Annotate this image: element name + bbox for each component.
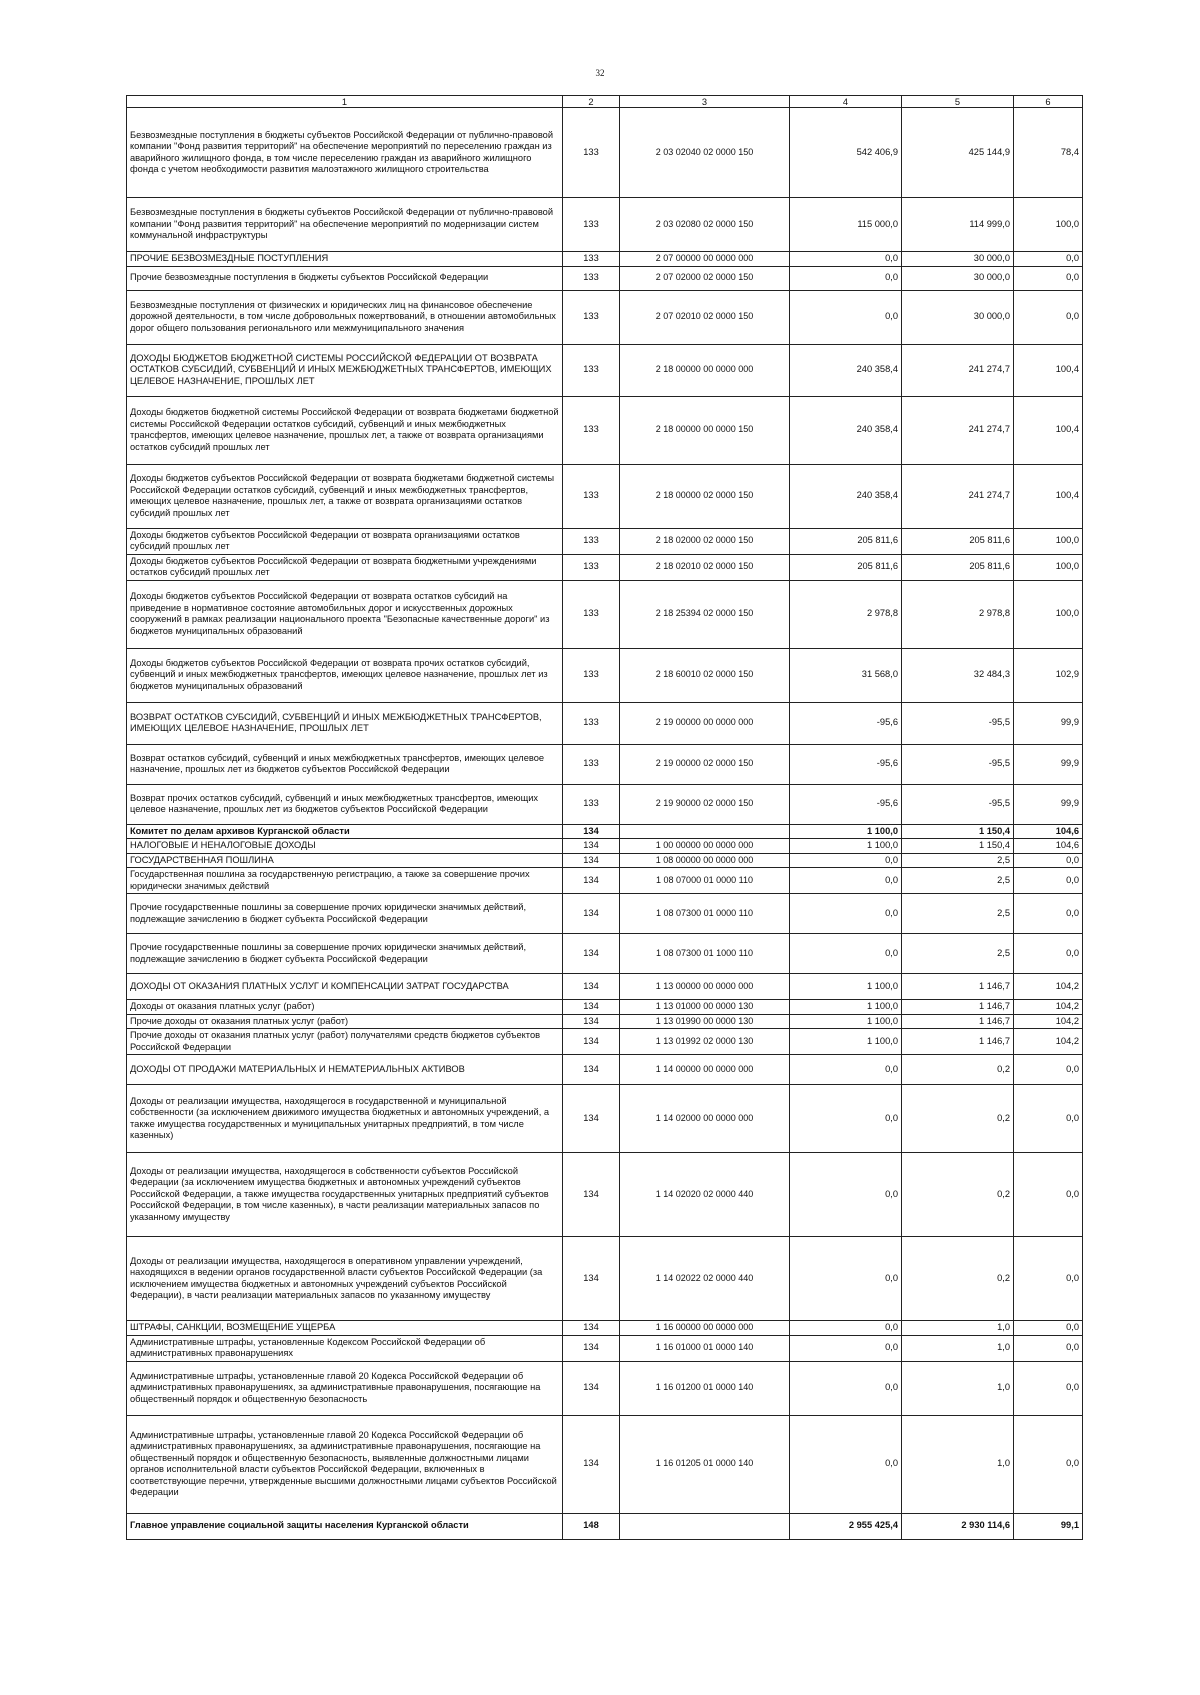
row-budget-code-cell: 1 14 00000 00 0000 000 bbox=[620, 1055, 790, 1085]
row-name-cell: Доходы бюджетов субъектов Российской Федерации от возврата прочих остатков субсидий, субвенций и иных межбюджетных трансфертов, имеющих целевое назначение, прошлых лет из бюджетов муниципальных образований bbox=[127, 648, 563, 702]
row-admin-code-cell: 133 bbox=[563, 464, 620, 528]
row-admin-code-cell: 134 bbox=[563, 1000, 620, 1015]
row-admin-code-cell: 134 bbox=[563, 1153, 620, 1237]
table-row bbox=[127, 824, 1083, 839]
row-percent-cell: 104,2 bbox=[1014, 1000, 1083, 1015]
row-admin-code-cell: 134 bbox=[563, 1335, 620, 1361]
table-row bbox=[127, 744, 1083, 784]
row-budget-code-cell bbox=[620, 1513, 790, 1539]
row-name-cell: ДОХОДЫ ОТ ПРОДАЖИ МАТЕРИАЛЬНЫХ И НЕМАТЕРИАЛЬНЫХ АКТИВОВ bbox=[127, 1055, 563, 1085]
row-budget-code-cell: 2 07 00000 00 0000 000 bbox=[620, 252, 790, 267]
row-budget-code-cell: 1 14 02020 02 0000 440 bbox=[620, 1153, 790, 1237]
row-plan-cell: 0,0 bbox=[790, 934, 902, 974]
row-budget-code-cell: 2 03 02080 02 0000 150 bbox=[620, 198, 790, 252]
row-plan-cell: 205 811,6 bbox=[790, 554, 902, 580]
row-actual-cell: 1,0 bbox=[902, 1361, 1014, 1415]
row-admin-code-cell: 133 bbox=[563, 744, 620, 784]
row-name-cell: Государственная пошлина за государственную регистрацию, а также за совершение прочих юридически значимых действий bbox=[127, 868, 563, 894]
row-actual-cell: 0,2 bbox=[902, 1237, 1014, 1321]
row-percent-cell: 104,6 bbox=[1014, 839, 1083, 854]
row-name-cell: Прочие безвозмездные поступления в бюджеты субъектов Российской Федерации bbox=[127, 266, 563, 290]
row-admin-code-cell: 134 bbox=[563, 1237, 620, 1321]
table-row bbox=[127, 1415, 1083, 1513]
row-plan-cell: 2 978,8 bbox=[790, 580, 902, 648]
row-plan-cell: 0,0 bbox=[790, 1153, 902, 1237]
row-admin-code-cell: 133 bbox=[563, 290, 620, 344]
row-actual-cell: -95,5 bbox=[902, 784, 1014, 824]
row-plan-cell: 1 100,0 bbox=[790, 1000, 902, 1015]
row-budget-code-cell: 1 16 01000 01 0000 140 bbox=[620, 1335, 790, 1361]
row-actual-cell: 1,0 bbox=[902, 1415, 1014, 1513]
row-budget-code-cell: 2 07 02010 02 0000 150 bbox=[620, 290, 790, 344]
table-row bbox=[127, 1335, 1083, 1361]
row-percent-cell: 0,0 bbox=[1014, 1237, 1083, 1321]
row-admin-code-cell: 133 bbox=[563, 344, 620, 396]
table-row bbox=[127, 554, 1083, 580]
row-actual-cell: 1 146,7 bbox=[902, 974, 1014, 1000]
table-row bbox=[127, 784, 1083, 824]
row-budget-code-cell: 1 13 00000 00 0000 000 bbox=[620, 974, 790, 1000]
row-actual-cell: 2,5 bbox=[902, 868, 1014, 894]
row-plan-cell: 240 358,4 bbox=[790, 396, 902, 464]
row-budget-code-cell: 2 18 25394 02 0000 150 bbox=[620, 580, 790, 648]
header-col-4: 4 bbox=[790, 96, 902, 108]
row-budget-code-cell: 2 18 02000 02 0000 150 bbox=[620, 528, 790, 554]
header-col-6: 6 bbox=[1014, 96, 1083, 108]
row-budget-code-cell: 1 16 01200 01 0000 140 bbox=[620, 1361, 790, 1415]
row-plan-cell: 0,0 bbox=[790, 290, 902, 344]
row-plan-cell: 0,0 bbox=[790, 266, 902, 290]
row-percent-cell: 100,4 bbox=[1014, 464, 1083, 528]
row-budget-code-cell: 2 19 00000 00 0000 000 bbox=[620, 702, 790, 744]
row-admin-code-cell: 134 bbox=[563, 934, 620, 974]
row-name-cell: Прочие доходы от оказания платных услуг (работ) bbox=[127, 1014, 563, 1029]
row-percent-cell: 99,9 bbox=[1014, 784, 1083, 824]
table-row bbox=[127, 853, 1083, 868]
row-percent-cell: 102,9 bbox=[1014, 648, 1083, 702]
row-name-cell: ВОЗВРАТ ОСТАТКОВ СУБСИДИЙ, СУБВЕНЦИЙ И ИНЫХ МЕЖБЮДЖЕТНЫХ ТРАНСФЕРТОВ, ИМЕЮЩИХ ЦЕЛЕВОЕ НАЗНАЧЕНИЕ, ПРОШЛЫХ ЛЕТ bbox=[127, 702, 563, 744]
table-row bbox=[127, 1000, 1083, 1015]
row-name-cell: Доходы от оказания платных услуг (работ) bbox=[127, 1000, 563, 1015]
row-actual-cell: 30 000,0 bbox=[902, 290, 1014, 344]
header-col-1: 1 bbox=[127, 96, 563, 108]
row-plan-cell: 2 955 425,4 bbox=[790, 1513, 902, 1539]
table-row bbox=[127, 344, 1083, 396]
row-name-cell: Прочие государственные пошлины за совершение прочих юридически значимых действий, подлежащие зачислению в бюджет субъекта Российской Федерации bbox=[127, 894, 563, 934]
row-name-cell: Доходы бюджетов субъектов Российской Федерации от возврата остатков субсидий на приведение в нормативное состояние автомобильных дорог и искусственных дорожных сооружений в рамках реализации национального проекта "Безопасные качественные дороги" из бюджетов муниципальных образований bbox=[127, 580, 563, 648]
row-actual-cell: 30 000,0 bbox=[902, 266, 1014, 290]
row-name-cell: Доходы бюджетов субъектов Российской Федерации от возврата бюджетными учреждениями остатков субсидий прошлых лет bbox=[127, 554, 563, 580]
row-percent-cell: 0,0 bbox=[1014, 1361, 1083, 1415]
row-plan-cell: 1 100,0 bbox=[790, 1029, 902, 1055]
row-percent-cell: 0,0 bbox=[1014, 868, 1083, 894]
table-row bbox=[127, 290, 1083, 344]
row-actual-cell: 1 146,7 bbox=[902, 1029, 1014, 1055]
row-plan-cell: 0,0 bbox=[790, 1237, 902, 1321]
table-row bbox=[127, 1237, 1083, 1321]
row-budget-code-cell: 2 18 00000 00 0000 000 bbox=[620, 344, 790, 396]
row-percent-cell: 100,0 bbox=[1014, 580, 1083, 648]
header-col-3: 3 bbox=[620, 96, 790, 108]
row-actual-cell: 0,2 bbox=[902, 1085, 1014, 1153]
row-percent-cell: 100,4 bbox=[1014, 344, 1083, 396]
row-admin-code-cell: 134 bbox=[563, 1361, 620, 1415]
row-percent-cell: 0,0 bbox=[1014, 1415, 1083, 1513]
row-percent-cell: 0,0 bbox=[1014, 853, 1083, 868]
row-actual-cell: 2 930 114,6 bbox=[902, 1513, 1014, 1539]
row-actual-cell: 1 150,4 bbox=[902, 839, 1014, 854]
row-admin-code-cell: 134 bbox=[563, 1055, 620, 1085]
row-plan-cell: 240 358,4 bbox=[790, 344, 902, 396]
row-plan-cell: 0,0 bbox=[790, 252, 902, 267]
row-percent-cell: 0,0 bbox=[1014, 1055, 1083, 1085]
row-name-cell: Возврат прочих остатков субсидий, субвенций и иных межбюджетных трансфертов, имеющих целевое назначение, прошлых лет из бюджетов субъектов Российской Федерации bbox=[127, 784, 563, 824]
row-actual-cell: 241 274,7 bbox=[902, 344, 1014, 396]
row-actual-cell: 114 999,0 bbox=[902, 198, 1014, 252]
row-budget-code-cell bbox=[620, 824, 790, 839]
table-row bbox=[127, 1361, 1083, 1415]
table-header-row bbox=[127, 96, 1083, 108]
table-row bbox=[127, 464, 1083, 528]
row-plan-cell: 1 100,0 bbox=[790, 839, 902, 854]
row-percent-cell: 0,0 bbox=[1014, 266, 1083, 290]
row-budget-code-cell: 1 16 01205 01 0000 140 bbox=[620, 1415, 790, 1513]
row-percent-cell: 99,1 bbox=[1014, 1513, 1083, 1539]
row-name-cell: Безвозмездные поступления в бюджеты субъектов Российской Федерации от публично-правовой компании "Фонд развития территорий" на обеспечение мероприятий по переселению граждан из аварийного жилищного фонда, в том числе переселению граждан из аварийного жилищного фонда с учетом необходимости развития малоэтажного жилищного строительства bbox=[127, 108, 563, 198]
row-admin-code-cell: 133 bbox=[563, 252, 620, 267]
row-name-cell: Доходы бюджетов субъектов Российской Федерации от возврата организациями остатков субсидий прошлых лет bbox=[127, 528, 563, 554]
row-actual-cell: 241 274,7 bbox=[902, 464, 1014, 528]
row-admin-code-cell: 133 bbox=[563, 702, 620, 744]
row-name-cell: Доходы от реализации имущества, находящегося в собственности субъектов Российской Федерации (за исключением имущества бюджетных и автономных учреждений субъектов Российской Федерации, а также имущества государственных унитарных предприятий субъектов Российской Федерации, в том числе казенных), в части реализации материальных запасов по указанному имуществу bbox=[127, 1153, 563, 1237]
row-percent-cell: 78,4 bbox=[1014, 108, 1083, 198]
row-admin-code-cell: 134 bbox=[563, 1415, 620, 1513]
table-row bbox=[127, 934, 1083, 974]
row-plan-cell: 0,0 bbox=[790, 894, 902, 934]
row-actual-cell: 2,5 bbox=[902, 934, 1014, 974]
row-admin-code-cell: 148 bbox=[563, 1513, 620, 1539]
row-name-cell: Возврат остатков субсидий, субвенций и иных межбюджетных трансфертов, имеющих целевое назначение, прошлых лет из бюджетов субъектов Российской Федерации bbox=[127, 744, 563, 784]
row-percent-cell: 0,0 bbox=[1014, 1335, 1083, 1361]
table-row bbox=[127, 1055, 1083, 1085]
row-percent-cell: 99,9 bbox=[1014, 702, 1083, 744]
row-plan-cell: 0,0 bbox=[790, 868, 902, 894]
row-name-cell: Безвозмездные поступления от физических и юридических лиц на финансовое обеспечение дорожной деятельности, в том числе добровольных пожертвований, в отношении автомобильных дорог общего пользования регионального или межмуниципального значения bbox=[127, 290, 563, 344]
row-actual-cell: 2,5 bbox=[902, 853, 1014, 868]
row-actual-cell: 0,2 bbox=[902, 1055, 1014, 1085]
row-budget-code-cell: 1 13 01990 00 0000 130 bbox=[620, 1014, 790, 1029]
row-name-cell: НАЛОГОВЫЕ И НЕНАЛОГОВЫЕ ДОХОДЫ bbox=[127, 839, 563, 854]
row-percent-cell: 0,0 bbox=[1014, 934, 1083, 974]
row-name-cell: Прочие доходы от оказания платных услуг (работ) получателями средств бюджетов субъектов Российской Федерации bbox=[127, 1029, 563, 1055]
row-budget-code-cell: 2 19 00000 02 0000 150 bbox=[620, 744, 790, 784]
row-budget-code-cell: 1 08 00000 00 0000 000 bbox=[620, 853, 790, 868]
row-plan-cell: 0,0 bbox=[790, 1321, 902, 1336]
row-actual-cell: 0,2 bbox=[902, 1153, 1014, 1237]
table-row bbox=[127, 1513, 1083, 1539]
row-admin-code-cell: 133 bbox=[563, 198, 620, 252]
row-percent-cell: 104,6 bbox=[1014, 824, 1083, 839]
row-plan-cell: 1 100,0 bbox=[790, 1014, 902, 1029]
row-budget-code-cell: 2 18 00000 00 0000 150 bbox=[620, 396, 790, 464]
table-row bbox=[127, 1321, 1083, 1336]
header-col-5: 5 bbox=[902, 96, 1014, 108]
row-admin-code-cell: 134 bbox=[563, 1014, 620, 1029]
row-admin-code-cell: 134 bbox=[563, 894, 620, 934]
row-actual-cell: 1 146,7 bbox=[902, 1014, 1014, 1029]
row-budget-code-cell: 1 08 07000 01 0000 110 bbox=[620, 868, 790, 894]
row-budget-code-cell: 2 07 02000 02 0000 150 bbox=[620, 266, 790, 290]
row-budget-code-cell: 1 14 02000 00 0000 000 bbox=[620, 1085, 790, 1153]
table-row bbox=[127, 528, 1083, 554]
row-percent-cell: 0,0 bbox=[1014, 290, 1083, 344]
row-actual-cell: 1 150,4 bbox=[902, 824, 1014, 839]
row-admin-code-cell: 133 bbox=[563, 784, 620, 824]
row-name-cell: ПРОЧИЕ БЕЗВОЗМЕЗДНЫЕ ПОСТУПЛЕНИЯ bbox=[127, 252, 563, 267]
row-admin-code-cell: 134 bbox=[563, 853, 620, 868]
row-percent-cell: 0,0 bbox=[1014, 1153, 1083, 1237]
table-row bbox=[127, 580, 1083, 648]
row-admin-code-cell: 133 bbox=[563, 554, 620, 580]
row-percent-cell: 104,2 bbox=[1014, 974, 1083, 1000]
row-plan-cell: 0,0 bbox=[790, 1361, 902, 1415]
row-actual-cell: 1 146,7 bbox=[902, 1000, 1014, 1015]
page-number: 32 bbox=[595, 68, 605, 78]
row-name-cell: Безвозмездные поступления в бюджеты субъектов Российской Федерации от публично-правовой компании "Фонд развития территорий" на обеспечение мероприятий по модернизации систем коммунальной инфраструктуры bbox=[127, 198, 563, 252]
table-row bbox=[127, 648, 1083, 702]
table-row bbox=[127, 868, 1083, 894]
row-plan-cell: 240 358,4 bbox=[790, 464, 902, 528]
table-row bbox=[127, 108, 1083, 198]
row-plan-cell: 31 568,0 bbox=[790, 648, 902, 702]
row-admin-code-cell: 133 bbox=[563, 108, 620, 198]
row-plan-cell: 0,0 bbox=[790, 1335, 902, 1361]
row-actual-cell: 1,0 bbox=[902, 1321, 1014, 1336]
row-budget-code-cell: 1 08 07300 01 0000 110 bbox=[620, 894, 790, 934]
row-percent-cell: 100,0 bbox=[1014, 528, 1083, 554]
row-percent-cell: 104,2 bbox=[1014, 1029, 1083, 1055]
row-plan-cell: 115 000,0 bbox=[790, 198, 902, 252]
row-plan-cell: 1 100,0 bbox=[790, 974, 902, 1000]
row-name-cell: Доходы от реализации имущества, находящегося в оперативном управлении учреждений, находящихся в ведении органов государственной власти субъектов Российской Федерации (за исключением имущества бюджетных и автономных учреждений субъектов Российской Федерации), в части реализации материальных запасов по указанному имуществу bbox=[127, 1237, 563, 1321]
row-name-cell: Комитет по делам архивов Курганской области bbox=[127, 824, 563, 839]
row-plan-cell: 205 811,6 bbox=[790, 528, 902, 554]
row-name-cell: ДОХОДЫ БЮДЖЕТОВ БЮДЖЕТНОЙ СИСТЕМЫ РОССИЙСКОЙ ФЕДЕРАЦИИ ОТ ВОЗВРАТА ОСТАТКОВ СУБСИДИЙ, СУБВЕНЦИЙ И ИНЫХ МЕЖБЮДЖЕТНЫХ ТРАНСФЕРТОВ, ИМЕЮЩИХ ЦЕЛЕВОЕ НАЗНАЧЕНИЕ, ПРОШЛЫХ ЛЕТ bbox=[127, 344, 563, 396]
row-actual-cell: 241 274,7 bbox=[902, 396, 1014, 464]
row-percent-cell: 99,9 bbox=[1014, 744, 1083, 784]
row-admin-code-cell: 134 bbox=[563, 974, 620, 1000]
table-row bbox=[127, 1085, 1083, 1153]
row-admin-code-cell: 134 bbox=[563, 1085, 620, 1153]
row-plan-cell: 0,0 bbox=[790, 1055, 902, 1085]
table-row bbox=[127, 894, 1083, 934]
table-row bbox=[127, 1153, 1083, 1237]
row-actual-cell: 32 484,3 bbox=[902, 648, 1014, 702]
row-name-cell: Административные штрафы, установленные главой 20 Кодекса Российской Федерации об административных правонарушениях, за административные правонарушения, посягающие на общественный порядок и общественную безопасность, выявленные должностными лицами органов исполнительной власти субъектов Российской Федерации, включенных в соответствующие перечни, утвержденные высшими должностными лицами субъектов Российской Федерации bbox=[127, 1415, 563, 1513]
row-plan-cell: -95,6 bbox=[790, 744, 902, 784]
row-actual-cell: -95,5 bbox=[902, 702, 1014, 744]
table-row bbox=[127, 1014, 1083, 1029]
row-budget-code-cell: 1 00 00000 00 0000 000 bbox=[620, 839, 790, 854]
row-plan-cell: 542 406,9 bbox=[790, 108, 902, 198]
row-budget-code-cell: 2 03 02040 02 0000 150 bbox=[620, 108, 790, 198]
row-admin-code-cell: 134 bbox=[563, 1029, 620, 1055]
row-budget-code-cell: 1 08 07300 01 1000 110 bbox=[620, 934, 790, 974]
row-actual-cell: 2 978,8 bbox=[902, 580, 1014, 648]
row-plan-cell: -95,6 bbox=[790, 702, 902, 744]
row-actual-cell: 205 811,6 bbox=[902, 554, 1014, 580]
row-admin-code-cell: 133 bbox=[563, 580, 620, 648]
table-row bbox=[127, 974, 1083, 1000]
row-budget-code-cell: 1 14 02022 02 0000 440 bbox=[620, 1237, 790, 1321]
row-plan-cell: -95,6 bbox=[790, 784, 902, 824]
row-budget-code-cell: 1 16 00000 00 0000 000 bbox=[620, 1321, 790, 1336]
row-budget-code-cell: 2 18 02010 02 0000 150 bbox=[620, 554, 790, 580]
row-actual-cell: 425 144,9 bbox=[902, 108, 1014, 198]
row-percent-cell: 100,0 bbox=[1014, 554, 1083, 580]
row-name-cell: ДОХОДЫ ОТ ОКАЗАНИЯ ПЛАТНЫХ УСЛУГ И КОМПЕНСАЦИИ ЗАТРАТ ГОСУДАРСТВА bbox=[127, 974, 563, 1000]
row-budget-code-cell: 2 18 60010 02 0000 150 bbox=[620, 648, 790, 702]
row-percent-cell: 0,0 bbox=[1014, 1085, 1083, 1153]
table-row bbox=[127, 252, 1083, 267]
row-actual-cell: -95,5 bbox=[902, 744, 1014, 784]
row-actual-cell: 1,0 bbox=[902, 1335, 1014, 1361]
table-row bbox=[127, 396, 1083, 464]
table-row bbox=[127, 198, 1083, 252]
row-plan-cell: 0,0 bbox=[790, 853, 902, 868]
row-plan-cell: 1 100,0 bbox=[790, 824, 902, 839]
row-admin-code-cell: 134 bbox=[563, 1321, 620, 1336]
row-admin-code-cell: 133 bbox=[563, 528, 620, 554]
row-percent-cell: 104,2 bbox=[1014, 1014, 1083, 1029]
row-name-cell: ГОСУДАРСТВЕННАЯ ПОШЛИНА bbox=[127, 853, 563, 868]
row-actual-cell: 30 000,0 bbox=[902, 252, 1014, 267]
table-row bbox=[127, 266, 1083, 290]
row-percent-cell: 0,0 bbox=[1014, 1321, 1083, 1336]
row-name-cell: Административные штрафы, установленные главой 20 Кодекса Российской Федерации об административных правонарушениях, за административные правонарушения, посягающие на общественный порядок и общественную безопасность bbox=[127, 1361, 563, 1415]
row-percent-cell: 100,0 bbox=[1014, 198, 1083, 252]
row-plan-cell: 0,0 bbox=[790, 1415, 902, 1513]
row-admin-code-cell: 134 bbox=[563, 824, 620, 839]
row-percent-cell: 0,0 bbox=[1014, 894, 1083, 934]
row-name-cell: ШТРАФЫ, САНКЦИИ, ВОЗМЕЩЕНИЕ УЩЕРБА bbox=[127, 1321, 563, 1336]
row-name-cell: Прочие государственные пошлины за совершение прочих юридически значимых действий, подлежащие зачислению в бюджет субъекта Российской Федерации bbox=[127, 934, 563, 974]
row-percent-cell: 100,4 bbox=[1014, 396, 1083, 464]
row-admin-code-cell: 134 bbox=[563, 839, 620, 854]
row-name-cell: Административные штрафы, установленные Кодексом Российской Федерации об административных правонарушениях bbox=[127, 1335, 563, 1361]
row-budget-code-cell: 1 13 01000 00 0000 130 bbox=[620, 1000, 790, 1015]
row-admin-code-cell: 134 bbox=[563, 868, 620, 894]
row-plan-cell: 0,0 bbox=[790, 1085, 902, 1153]
row-actual-cell: 2,5 bbox=[902, 894, 1014, 934]
row-admin-code-cell: 133 bbox=[563, 648, 620, 702]
row-name-cell: Доходы бюджетов бюджетной системы Российской Федерации от возврата бюджетами бюджетной системы Российской Федерации остатков субсидий, субвенций и иных межбюджетных трансфертов, имеющих целевое назначение, прошлых лет, а также от возврата организациями остатков субсидий прошлых лет bbox=[127, 396, 563, 464]
table-row bbox=[127, 702, 1083, 744]
row-name-cell: Доходы от реализации имущества, находящегося в государственной и муниципальной собственности (за исключением движимого имущества бюджетных и автономных учреждений, а также имущества государственных и муниципальных унитарных предприятий, в том числе казенных) bbox=[127, 1085, 563, 1153]
revenue-table bbox=[126, 95, 1083, 1540]
row-budget-code-cell: 1 13 01992 02 0000 130 bbox=[620, 1029, 790, 1055]
header-col-2: 2 bbox=[563, 96, 620, 108]
table-row bbox=[127, 1029, 1083, 1055]
row-admin-code-cell: 133 bbox=[563, 266, 620, 290]
row-percent-cell: 0,0 bbox=[1014, 252, 1083, 267]
row-actual-cell: 205 811,6 bbox=[902, 528, 1014, 554]
row-name-cell: Главное управление социальной защиты населения Курганской области bbox=[127, 1513, 563, 1539]
row-budget-code-cell: 2 19 90000 02 0000 150 bbox=[620, 784, 790, 824]
row-budget-code-cell: 2 18 00000 02 0000 150 bbox=[620, 464, 790, 528]
row-name-cell: Доходы бюджетов субъектов Российской Федерации от возврата бюджетами бюджетной системы Российской Федерации остатков субсидий, субвенций и иных межбюджетных трансфертов, имеющих целевое назначение, прошлых лет, а также от возврата организациями остатков субсидий прошлых лет bbox=[127, 464, 563, 528]
table-row bbox=[127, 839, 1083, 854]
row-admin-code-cell: 133 bbox=[563, 396, 620, 464]
